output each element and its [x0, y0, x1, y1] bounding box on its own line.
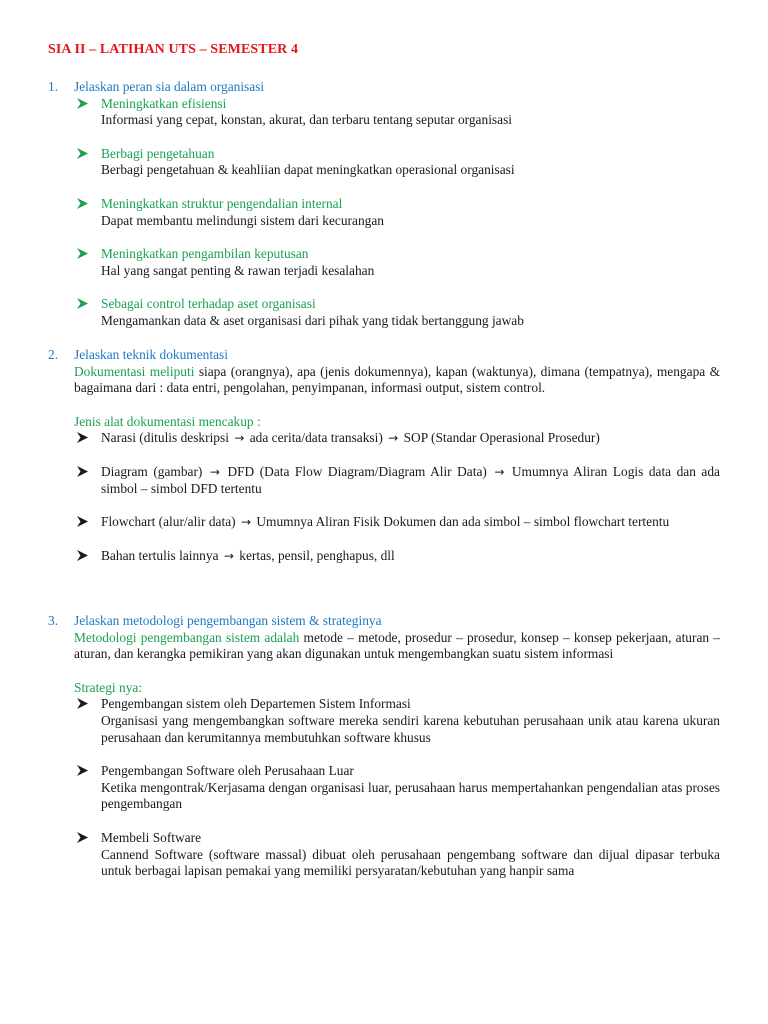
arrowhead-bullet-icon — [76, 831, 89, 844]
strategy-description: Organisasi yang mengembangkan software mereka sendiri karena kebutuhan perusahaan unik atau karena ukuran perusahaan dan kerumitannya membutuhkan software khusus — [101, 712, 720, 745]
arrowhead-bullet-icon — [76, 465, 89, 478]
role-item — [48, 196, 720, 229]
question-3 — [48, 613, 720, 880]
right-arrow-icon: → — [209, 464, 220, 479]
arrowhead-bullet-icon — [76, 431, 89, 444]
tool-item — [48, 548, 720, 565]
role-description: Berbagi pengetahuan & keahliian dapat meningkatkan operasional organisasi — [101, 162, 515, 178]
right-arrow-icon: → — [494, 464, 505, 479]
arrowhead-bullet-icon — [76, 147, 89, 160]
question-1-heading — [48, 79, 720, 96]
right-arrow-icon: → — [388, 431, 399, 446]
strategy-description: Ketika mengontrak/Kerjasama dengan organisasi luar, perusahaan harus mempertahankan pengendalian atas proses pengembangan — [101, 779, 720, 812]
role-item — [48, 146, 720, 179]
role-description: Dapat membantu melindungi sistem dari kecurangan — [101, 212, 384, 228]
strategy-list — [48, 696, 720, 879]
arrowhead-bullet-icon — [76, 247, 89, 260]
role-heading: Meningkatkan struktur pengendalian internal — [101, 195, 343, 211]
strategy-description: Cannend Software (software massal) dibuat oleh perusahaan pengembang software dan dijual dipasar terbuka untuk berbagai lapisan pemakai yang memiliki persyaratan/kebutuhan yang hanpir sama — [101, 846, 720, 879]
question-1 — [48, 79, 720, 330]
role-description: Mengamankan data & aset organisasi dari pihak yang tidak bertanggung jawab — [101, 312, 524, 328]
role-heading: Meningkatkan efisiensi — [101, 95, 227, 111]
role-list — [48, 96, 720, 330]
definition-text: metode – metode, prosedur – prosedur, konsep – konsep pekerjaan, aturan – aturan, dan kerangka pemikiran yang akan digunakan untuk mengembangkan suatu sistem informasi — [74, 629, 720, 662]
tool-text: ada cerita/data transaksi) — [249, 430, 383, 446]
role-description: Informasi yang cepat, konstan, akurat, dan terbaru tentang seputar organisasi — [101, 112, 513, 128]
tool-list — [48, 430, 720, 564]
strategy-item — [48, 763, 720, 813]
definition-term: Metodologi pengembangan sistem adalah — [74, 629, 300, 645]
tool-types-heading: Jenis alat dokumentasi mencakup : — [74, 413, 261, 429]
question-text: Jelaskan teknik dokumentasi — [74, 347, 228, 362]
arrowhead-bullet-icon — [76, 297, 89, 310]
tool-item — [48, 514, 720, 531]
question-text: Jelaskan peran sia dalam organisasi — [74, 79, 265, 94]
arrowhead-bullet-icon — [76, 764, 89, 777]
question-3-heading — [48, 613, 720, 630]
strategy-heading: Strategi nya: — [74, 679, 143, 695]
tool-text: Diagram (gambar) — [101, 463, 203, 479]
question-number: 1. — [48, 79, 59, 94]
tool-text: Narasi (ditulis deskripsi — [101, 430, 229, 446]
role-description: Hal yang sangat penting & rawan terjadi kesalahan — [101, 262, 375, 278]
tool-text: kertas, pensil, penghapus, dll — [239, 547, 395, 563]
strategy-heading: Membeli Software — [101, 829, 202, 845]
tool-text: Bahan tertulis lainnya — [101, 547, 219, 563]
question-text: Jelaskan metodologi pengembangan sistem & strateginya — [74, 613, 382, 628]
definition-paragraph — [74, 630, 720, 663]
right-arrow-icon: → — [240, 515, 252, 530]
role-heading: Sebagai control terhadap aset organisasi — [101, 296, 316, 312]
arrowhead-bullet-icon — [76, 549, 89, 562]
tool-text: Umumnya Aliran Fisik Dokumen dan ada simbol – simbol flowchart tertentu — [256, 514, 670, 530]
strategy-heading: Pengembangan Software oleh Perusahaan Luar — [101, 763, 354, 779]
right-arrow-icon: → — [234, 431, 245, 446]
arrowhead-bullet-icon — [76, 197, 89, 210]
tool-text: SOP (Standar Operasional Prosedur) — [403, 430, 600, 446]
document-title: SIA II – LATIHAN UTS – SEMESTER 4 — [48, 42, 299, 57]
arrowhead-bullet-icon — [76, 697, 89, 710]
arrowhead-bullet-icon — [76, 97, 89, 110]
strategy-item — [48, 696, 720, 746]
question-2 — [48, 347, 720, 564]
right-arrow-icon: → — [223, 548, 234, 563]
definition-term: Dokumentasi meliputi — [74, 363, 195, 379]
role-item — [48, 296, 720, 329]
question-number: 2. — [48, 347, 59, 362]
role-heading: Meningkatkan pengambilan keputusan — [101, 246, 309, 262]
tool-item — [48, 430, 720, 447]
strategy-heading: Pengembangan sistem oleh Departemen Sistem Informasi — [101, 696, 411, 712]
tool-item — [48, 464, 720, 497]
question-2-heading — [48, 347, 720, 364]
role-item — [48, 96, 720, 129]
tool-text: DFD (Data Flow Diagram/Diagram Alir Data) — [227, 463, 487, 479]
question-number: 3. — [48, 613, 59, 628]
tool-text: Flowchart (alur/alir data) — [101, 514, 236, 530]
role-item — [48, 246, 720, 279]
role-heading: Berbagi pengetahuan — [101, 145, 215, 161]
definition-paragraph — [74, 364, 720, 397]
definition-text: siapa (orangnya), apa (jenis dokumennya), kapan (waktunya), dimana (tempatnya), mengapa & bagaimana dari : data entri, pengolahan, penyimpanan, informasi output, sistem control. — [74, 363, 720, 396]
arrowhead-bullet-icon — [76, 515, 89, 528]
tool-text: Umumnya Aliran Logis data dan ada simbol – simbol DFD tertentu — [101, 463, 720, 496]
strategy-item — [48, 830, 720, 880]
